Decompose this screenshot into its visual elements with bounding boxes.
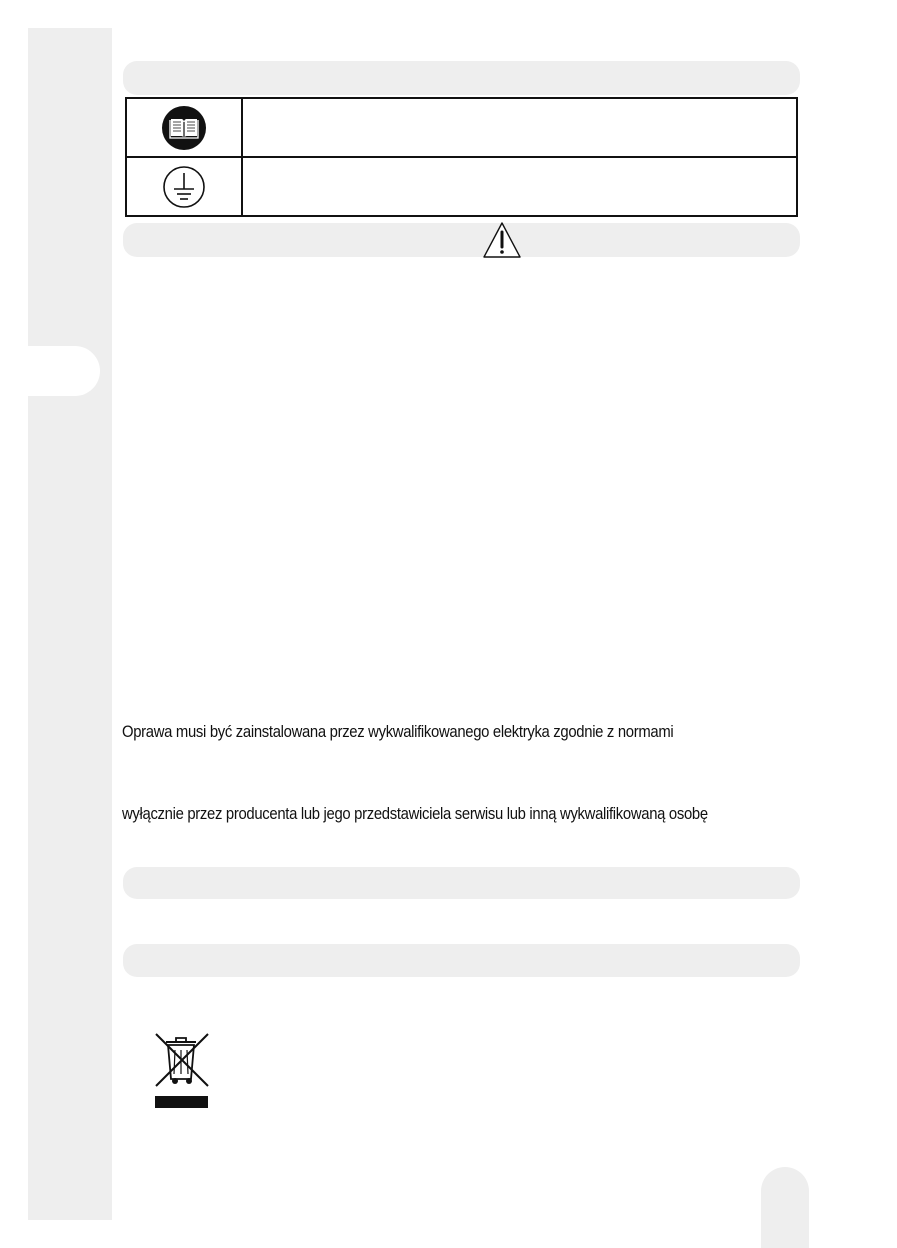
symbol-cell: [127, 99, 243, 156]
replacement-text: wyłącznie przez producenta lub jego przedstawiciela serwisu lub inną wykwalifikowaną osobę: [122, 805, 708, 823]
section-bar-warnings: [123, 223, 800, 257]
section-bar-symbols: [123, 61, 800, 95]
warning-triangle-icon: [482, 221, 522, 259]
weee-crossed-bin-icon: [146, 1030, 216, 1110]
warning-symbol: [482, 221, 522, 259]
protective-earth-icon: [162, 165, 206, 209]
language-tab: [18, 346, 100, 396]
page-number-tab: [761, 1167, 809, 1248]
symbol-description: [243, 158, 796, 215]
section-bar-maintenance: [123, 867, 800, 899]
table-row: [127, 158, 796, 215]
installation-text: Oprawa musi być zainstalowana przez wykwalifikowanego elektryka zgodnie z normami: [122, 723, 674, 741]
side-strip: [28, 28, 112, 1220]
symbols-table: [125, 97, 798, 217]
weee-symbol: [146, 1030, 216, 1110]
instruction-manual-icon: [161, 105, 207, 151]
table-row: [127, 99, 796, 158]
symbol-cell: [127, 158, 243, 215]
symbol-description: [243, 99, 796, 156]
section-bar-disposal: [123, 944, 800, 977]
